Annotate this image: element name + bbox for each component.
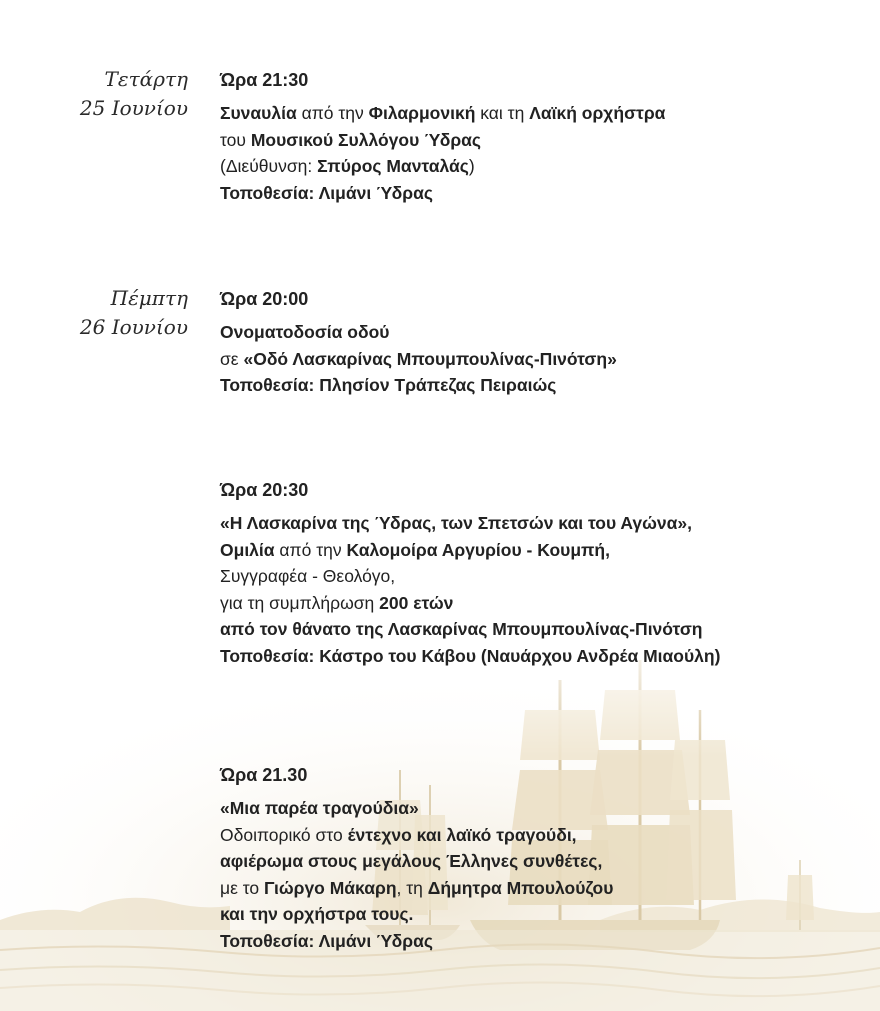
event-time: Ώρα 21:30 [220,70,309,90]
text-run: και την ορχήστρα τους. [220,904,414,924]
event-day: Τετάρτη [104,67,188,91]
description-line [220,590,870,617]
text-run: Τοποθεσία: Πλησίον Τράπεζας Πειραιώς [220,375,557,395]
text-run: «Η Λασκαρίνα της Ύδρας, των Σπετσών και του Αγώνα», [220,513,692,533]
text-run: αφιέρωμα στους μεγάλους Έλληνες συνθέτες, [220,851,603,871]
text-run: Συναυλία [220,103,297,123]
description-line [220,643,870,670]
event-description [220,100,870,206]
text-run: Λαϊκή ορχήστρα [529,103,666,123]
description-line [220,928,870,955]
event-description [220,795,870,954]
text-run: Δήμητρα Μπουλούζου [427,877,614,898]
text-run: «Οδό Λασκαρίνας Μπουμπουλίνας-Πινότση» [243,348,617,369]
text-run: ) [468,156,475,176]
event-time: Ώρα 20:30 [220,480,309,500]
event-description [220,510,870,669]
event-content [220,763,870,954]
text-run: σε [220,348,244,369]
description-line [220,510,870,537]
text-run: Ονοματοδοσία οδού [220,322,390,342]
text-run: 200 ετών [379,592,454,613]
text-run: από την [274,539,347,560]
description-line [220,127,870,154]
text-run: , τη [396,877,428,898]
description-line [220,795,870,822]
text-run: Γιώργο Μάκαρη [264,877,397,898]
text-run: έντεχνο και λαϊκό τραγούδι, [347,824,577,845]
description-line [220,100,870,127]
text-run: Τοποθεσία: Λιμάνι Ύδρας [220,182,433,203]
description-line [220,563,870,590]
text-run: Φιλαρμονική [368,103,476,123]
text-run: από την [296,103,369,123]
text-run: Τοποθεσία: Κάστρο του Κάβου (Ναυάρχου Ανδρέα Μιαούλη) [220,645,721,666]
text-run: «Μια παρέα τραγούδια» [220,798,419,818]
text-run: Μουσικού Συλλόγου Ύδρας [250,129,482,150]
event-date [0,65,188,123]
text-run: Συγγραφέα - Θεολόγο, [220,566,396,586]
description-line [220,822,870,849]
description-line [220,153,870,180]
text-run: Ομιλία [220,539,275,560]
description-line [220,616,870,643]
event-day: Πέμπτη [110,286,188,310]
event-time: Ώρα 21.30 [220,765,308,785]
event-date [0,284,188,342]
event-content [220,287,870,399]
event-description [220,319,870,399]
description-line [220,537,870,564]
text-run: Οδοιπορικό στο [220,824,348,845]
description-line [220,319,870,346]
text-run: Καλομοίρα Αργυρίου - Κουμπή, [346,539,610,560]
text-run: με το [220,877,265,898]
description-line [220,875,870,902]
text-run: Τοποθεσία: Λιμάνι Ύδρας [220,930,433,951]
text-run: Σπύρος Μανταλάς [317,156,469,176]
text-run: (Διεύθυνση: [220,156,318,176]
event-content [220,478,870,669]
event-date-day-month: 26 Ιουνίου [79,315,188,339]
text-run: του [220,129,251,150]
text-run: από τον θάνατο της Λασκαρίνας Μπουμπουλίνας-Πινότση [220,619,703,639]
description-line [220,180,870,207]
event-content [220,68,870,206]
text-run: για τη συμπλήρωση [220,592,380,613]
text-run: και τη [475,103,530,123]
description-line [220,901,870,928]
description-line [220,346,870,373]
description-line [220,848,870,875]
description-line [220,372,870,399]
event-time: Ώρα 20:00 [220,289,309,309]
event-date-day-month: 25 Ιουνίου [79,96,188,120]
